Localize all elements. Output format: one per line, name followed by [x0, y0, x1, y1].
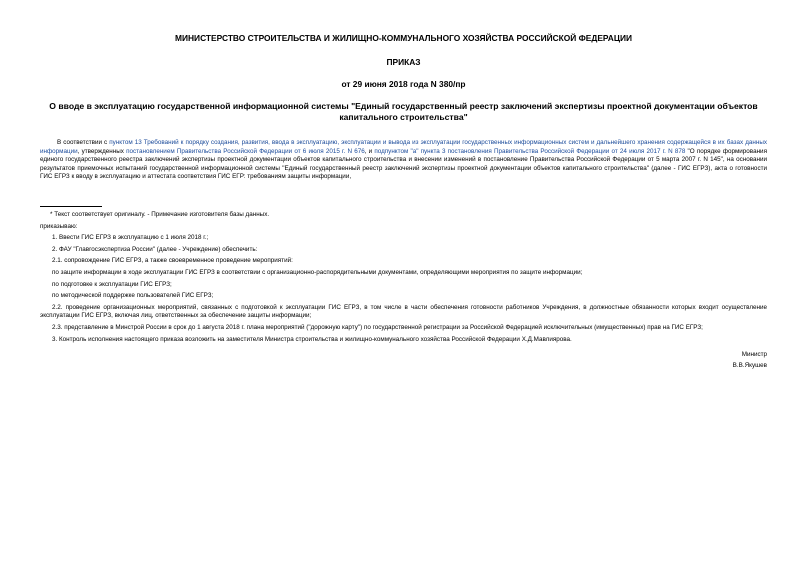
order-item-2-2: 2.2. проведение организационных мероприятий, связанных с подготовкой к эксплуатации ГИС ЕГРЗ, в том числе в части обеспечения готовности работников Учреждения, в должностные обязанности которых входит осуществление эксплуатации ГИС ЕГРЗ, включая лиц, ответственных за обеспечение защиты информации; — [40, 303, 767, 320]
link-resolution-676[interactable]: постановлением Правительства Российской Федерации от 6 июля 2015 г. N 676 — [126, 147, 365, 155]
link-requirements-p13[interactable]: пунктом 13 Требований к порядку создания, развития, ввода в эксплуатацию, эксплуатации и вывода из эксплуатации государственных информационных систем и дальнейшего хранения содержащейся в их базах данных информации — [40, 139, 768, 155]
date-number: от 29 июня 2018 года N 380/пр — [341, 79, 466, 89]
signature-name: В.В.Якушев — [732, 362, 767, 370]
link-resolution-878[interactable]: подпунктом "а" пункта 3 постановления Правительства Российской Федерации от 24 июля 2017 г. N 878 — [374, 147, 686, 155]
order-item-3: 3. Контроль исполнения настоящего приказа возложить на заместителя Министра строительства и жилищно-коммунального хозяйства Российской Федерации Х.Д.Мавлиярова. — [52, 335, 572, 343]
order-subitem-protection: по защите информации в ходе эксплуатации ГИС ЕГРЗ в соответствии с организационно-распорядительными документами, определяющими мероприятия по защите информации; — [52, 268, 583, 276]
preamble-text-3: , и — [364, 147, 375, 155]
preamble-paragraph — [40, 139, 767, 182]
footnote: * Текст соответствует оригиналу. - Примечание изготовителя базы данных. — [50, 210, 270, 218]
footnote-divider — [40, 206, 102, 207]
order-item-2-3: 2.3. представление в Минстрой России в срок до 1 августа 2018 г. плана мероприятий ("дорожную карту") по государственной регистрации за Российской Федерацией исключительных (имущественных) прав на ГИС ЕГРЗ; — [52, 323, 703, 331]
preamble-text-1: В соответствии с — [57, 139, 110, 146]
preamble-text-2: , утвержденных — [77, 147, 127, 155]
order-item-1: 1. Ввести ГИС ЕГРЗ в эксплуатацию с 1 июля 2018 г.; — [52, 234, 209, 242]
order-item-2-1: 2.1. сопровождение ГИС ЕГРЗ, а также своевременное проведение мероприятий: — [52, 257, 293, 265]
order-item-2: 2. ФАУ "Главгосэкспертиза России" (далее - Учреждение) обеспечить: — [52, 245, 258, 253]
ministry-heading: МИНИСТЕРСТВО СТРОИТЕЛЬСТВА И ЖИЛИЩНО-КОММУНАЛЬНОГО ХОЗЯЙСТВА РОССИЙСКОЙ ФЕДЕРАЦИИ — [175, 33, 632, 43]
order-subitem-preparation: по подготовке к эксплуатации ГИС ЕГРЗ; — [52, 280, 172, 288]
document-type: ПРИКАЗ — [386, 57, 421, 67]
document-title: О вводе в эксплуатацию государственной информационной системы "Единый государственный реестр заключений экспертизы проектной документации объектов капитального строительства" — [49, 101, 758, 122]
order-subitem-support: по методической поддержке пользователей ГИС ЕГРЗ; — [52, 292, 214, 300]
preamble-text-4: "О порядке формирования единого государственного реестра заключений экспертизы проектной документации объектов капитального строительства и внесении изменений в постановление Правительства Российской Федерации от 5 марта 2007 г. N 145", на основании результатов приемочных испытаний государственной информационной системы "Единый государственный реестр заключений экспертизы проектной документации объектов капитального строительства" (далее - ГИС ЕГРЗ), акта о готовности ГИС ЕГРЗ к вводу в эксплуатацию и аттестата соответствия ГИС ЕГР: требованиям защиты информации, — [40, 147, 767, 181]
signature-position: Министр — [741, 351, 767, 359]
document-page — [40, 28, 767, 370]
order-word: приказываю: — [40, 222, 78, 230]
